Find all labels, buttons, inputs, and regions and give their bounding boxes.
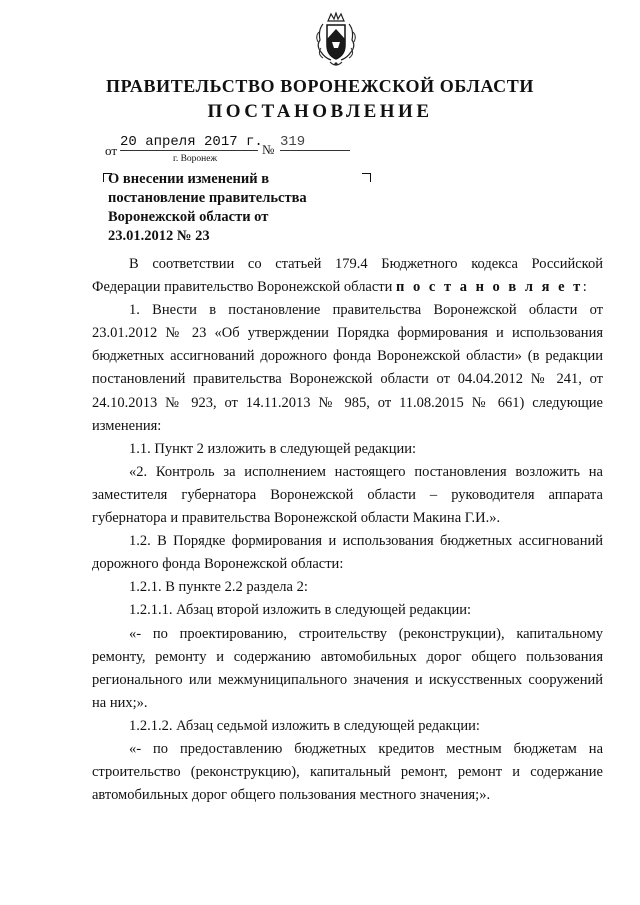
preamble-colon: : bbox=[582, 279, 587, 296]
preamble-verb: п о с т а н о в л я е т bbox=[396, 279, 583, 296]
document-date: 20 апреля 2017 г. bbox=[120, 134, 263, 150]
document-type-title: ПОСТАНОВЛЕНИЕ bbox=[207, 101, 433, 122]
document-number: 319 bbox=[280, 134, 350, 151]
document-body bbox=[92, 253, 603, 807]
document-subject bbox=[108, 170, 338, 246]
subject-line: 23.01.2012 № 23 bbox=[108, 228, 210, 244]
paragraph: «- по проектированию, строительству (реконструкции), капитальному ремонту, ремонту и содержанию автомобильных дорог общего пользования регионального или межмуниципального значения и искусственных сооружений на них;». bbox=[92, 625, 603, 711]
number-label: № bbox=[262, 142, 275, 157]
paragraph: 1.2.1.1. Абзац второй изложить в следующей редакции: bbox=[129, 602, 472, 619]
subject-line: Воронежской области от bbox=[108, 209, 269, 225]
date-prefix: от bbox=[105, 143, 118, 158]
paragraph: 1. Внести в постановление правительства Воронежской области от 23.01.2012 № 23 «Об утверждении Порядка формирования и использования бюджетных ассигнований дорожного фонда Воронежской области» (в редакции постановлений правительства Воронежской области от 04.04.2012 № 241, от 24.10.2013 № 923, от 14.11.2013 № 985, от 11.08.2015 № 661) следующие изменения: bbox=[92, 302, 603, 434]
paragraph: 1.1. Пункт 2 изложить в следующей редакции: bbox=[129, 440, 417, 457]
city-label: г. Воронеж bbox=[173, 154, 218, 164]
subject-line: постановление правительства bbox=[108, 190, 307, 206]
coat-of-arms-icon bbox=[313, 12, 359, 70]
paragraph: 1.2.1. В пункте 2.2 раздела 2: bbox=[129, 579, 308, 596]
subject-corner-right bbox=[362, 173, 371, 182]
paragraph: «2. Контроль за исполнением настоящего постановления возложить на заместителя губернатора Воронежской области – руководителя аппарата губернатора и правительства Воронежской области Макина Г.И.». bbox=[92, 463, 603, 527]
subject-line: О внесении изменений в bbox=[108, 171, 270, 187]
preamble-text: В соответствии со статьей 179.4 Бюджетного кодекса Российской Федерации правительство Воронежской области bbox=[92, 256, 603, 296]
preamble-paragraph bbox=[92, 253, 603, 299]
government-title: ПРАВИТЕЛЬСТВО ВОРОНЕЖСКОЙ ОБЛАСТИ bbox=[106, 76, 534, 96]
paragraph: 1.2.1.2. Абзац седьмой изложить в следующей редакции: bbox=[129, 717, 480, 734]
paragraph: «- по предоставлению бюджетных кредитов местным бюджетам на строительство (реконструкцию), капитальный ремонт, ремонт и содержание автомобильных дорог общего пользования местного значения;». bbox=[92, 740, 603, 804]
paragraph: 1.2. В Порядке формирования и использования бюджетных ассигнований дорожного фонда Воронежской области: bbox=[92, 533, 603, 573]
